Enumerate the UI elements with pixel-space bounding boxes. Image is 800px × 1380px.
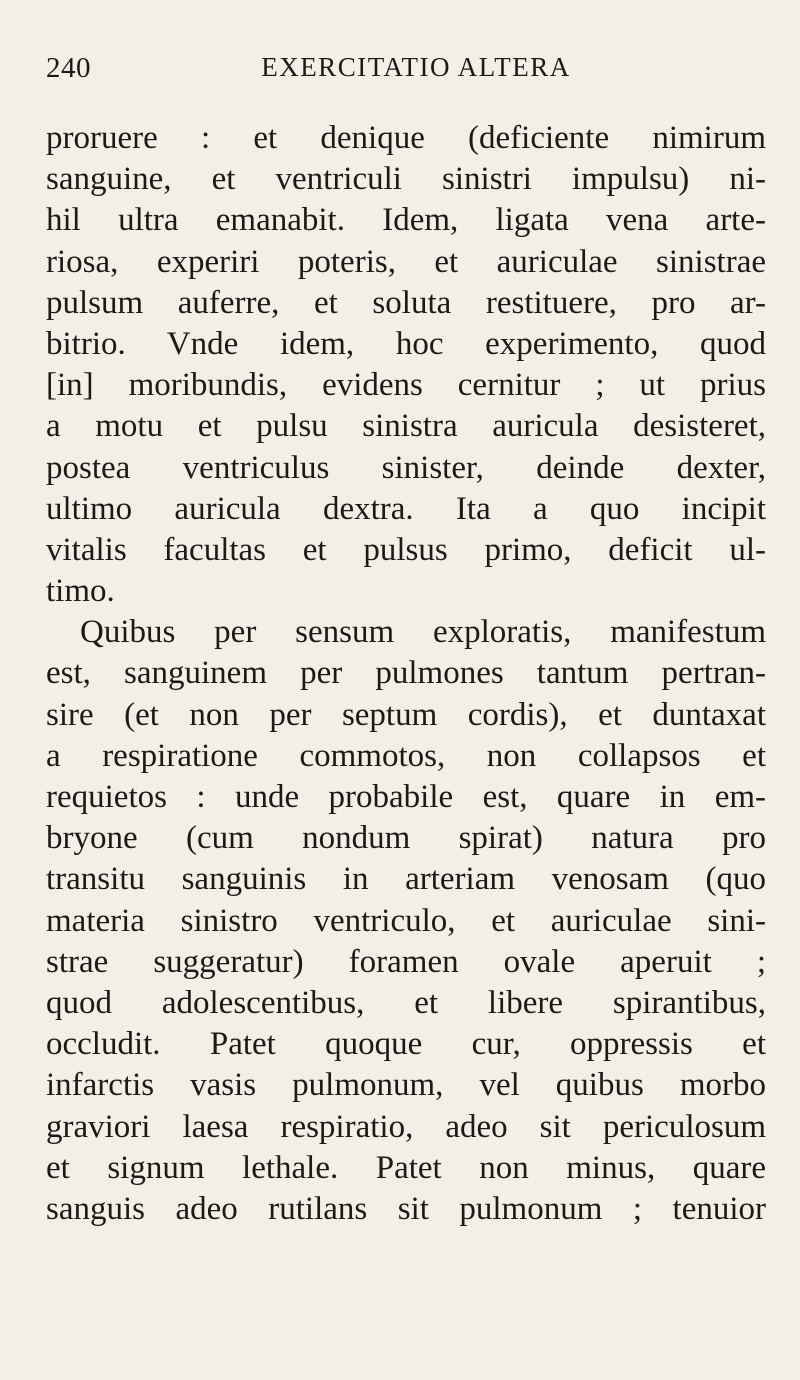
text-line: est, sanguinem per pulmones tantum pertran- (46, 655, 766, 692)
text-line: bryone (cum nondum spirat) natura pro (46, 820, 766, 857)
text-line: postea ventriculus sinister, deinde dexter, (46, 449, 766, 486)
paragraph-end-line: timo. (46, 573, 115, 610)
text-line: graviori laesa respiratio, adeo sit periculosum (46, 1108, 766, 1145)
text-line: et signum lethale. Patet non minus, quare (46, 1149, 766, 1186)
text-line: materia sinistro ventriculo, et auriculae sini- (46, 902, 766, 939)
body-text (46, 118, 766, 1230)
text-line: pulsum auferre, et soluta restituere, pro ar- (46, 284, 766, 321)
page-header (46, 52, 766, 92)
text-line: quod adolescentibus, et libere spirantibus, (46, 984, 766, 1021)
text-line: sanguine, et ventriculi sinistri impulsu) ni- (46, 161, 766, 198)
text-line: sanguis adeo rutilans sit pulmonum ; tenuior (46, 1190, 766, 1227)
text-line: hil ultra emanabit. Idem, ligata vena arte- (46, 202, 766, 239)
text-line: strae suggeratur) foramen ovale aperuit ; (46, 943, 766, 980)
text-line: [in] moribundis, evidens cernitur ; ut prius (46, 367, 766, 404)
text-line: vitalis facultas et pulsus primo, deficit ul- (46, 531, 766, 568)
text-line: bitrio. Vnde idem, hoc experimento, quod (46, 325, 766, 362)
page-number: 240 (46, 52, 91, 84)
text-line: transitu sanguinis in arteriam venosam (quo (46, 861, 766, 898)
text-line: a respiratione commotos, non collapsos et (46, 737, 766, 774)
text-line: occludit. Patet quoque cur, oppressis et (46, 1026, 766, 1063)
text-line: ultimo auricula dextra. Ita a quo incipit (46, 490, 766, 527)
paragraph-start-line: Quibus per sensum exploratis, manifestum (80, 614, 766, 651)
running-title: EXERCITATIO ALTERA (261, 52, 571, 82)
text-line: a motu et pulsu sinistra auricula desisteret, (46, 408, 766, 445)
text-line: sire (et non per septum cordis), et duntaxat (46, 696, 766, 733)
text-line: infarctis vasis pulmonum, vel quibus morbo (46, 1067, 766, 1104)
text-line: requietos : unde probabile est, quare in em- (46, 779, 766, 815)
text-line: proruere : et denique (deficiente nimirum (46, 120, 766, 156)
text-line: riosa, experiri poteris, et auriculae sinistrae (46, 243, 766, 280)
